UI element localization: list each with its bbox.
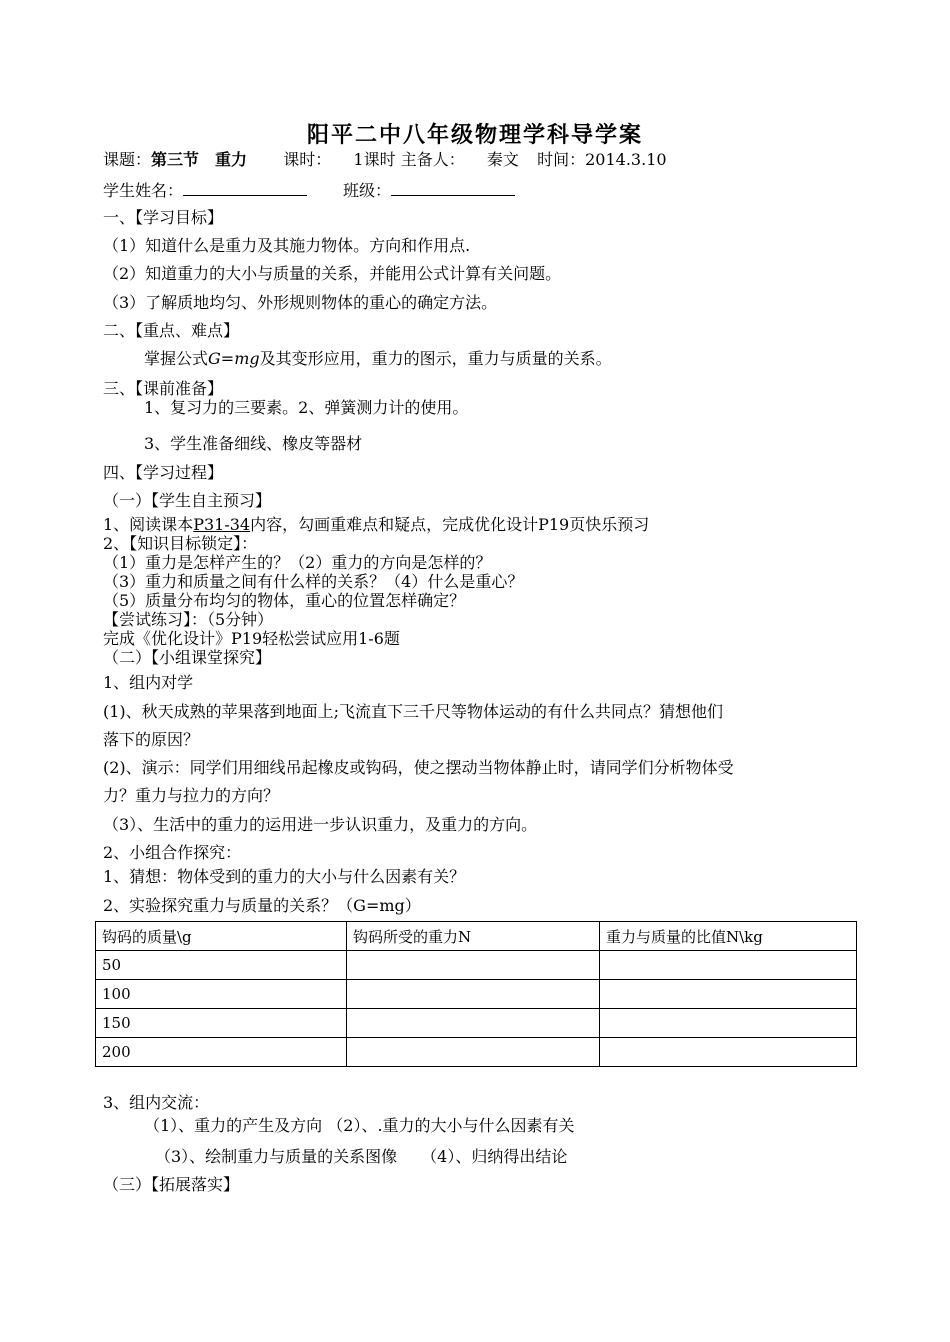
time-label: 时间： — [537, 150, 586, 169]
table-cell[interactable] — [347, 1009, 600, 1038]
table-cell[interactable] — [600, 951, 857, 980]
table-header-cell: 重力与质量的比值N\kg — [600, 922, 857, 951]
prep-line-2: 3、学生准备细线、橡皮等器材 — [144, 434, 363, 453]
try-text: 完成《优化设计》P19轻松尝试应用1-6题 — [103, 629, 400, 648]
table-cell[interactable] — [600, 1009, 857, 1038]
student-name-field[interactable] — [183, 181, 307, 196]
knowledge-lock: 2、【知识目标锁定】： — [103, 534, 258, 553]
group-cooperation-heading: 2、小组合作探究： — [103, 843, 242, 862]
experiment-line: 2、实验探究重力与质量的关系？（G=mg） — [103, 896, 421, 915]
table-header-cell: 钩码的质量\g — [96, 922, 347, 951]
table-header-cell: 钩码所受的重力N — [347, 922, 600, 951]
table-cell: 100 — [96, 980, 347, 1009]
table-header-row — [96, 922, 857, 951]
subsection-self-study: （一）【学生自主预习】 — [103, 491, 272, 510]
paragraph-2b: 力？重力与拉力的方向？ — [103, 786, 280, 805]
read-suffix: 内容，勾画重难点和疑点，完成优化设计P19页快乐预习 — [250, 515, 650, 534]
try-heading: 【尝试练习】：（5分钟） — [103, 610, 274, 629]
student-line — [103, 181, 515, 199]
subsection-extension: （三）【拓展落实】 — [103, 1175, 240, 1194]
table-cell: 200 — [96, 1038, 347, 1067]
paragraph-3: （3）、生活中的重力的运用进一步认识重力，及重力的方向。 — [103, 815, 538, 834]
group-study-heading: 1、组内对学 — [103, 673, 194, 692]
header-line — [103, 152, 667, 168]
class-field[interactable] — [391, 181, 515, 196]
period-label: 课时： — [283, 150, 332, 169]
table-cell: 50 — [96, 951, 347, 980]
question-line-2: （3）重力和质量之间有什么样的关系？（4）什么是重心？ — [103, 572, 524, 591]
table-cell: 150 — [96, 1009, 347, 1038]
topic-label: 课题： — [103, 150, 152, 169]
student-name-label: 学生姓名： — [103, 181, 184, 200]
goal-item-1: （1）知道什么是重力及其施力物体。方向和作用点. — [103, 236, 471, 255]
question-line-3: （5）质量分布均匀的物体，重心的位置怎样确定？ — [103, 591, 466, 610]
group-exchange-heading: 3、组内交流： — [103, 1093, 210, 1112]
read-line — [103, 517, 649, 533]
section-keypoints-heading: 二、【重点、难点】 — [103, 321, 240, 340]
paragraph-1a: (1)、秋天成熟的苹果落到地面上;飞流直下三千尺等物体运动的有什么共同点？猜想他们 — [103, 702, 724, 721]
table-row — [96, 1038, 857, 1067]
table-cell[interactable] — [347, 1038, 600, 1067]
section-process-heading: 四、【学习过程】 — [103, 463, 224, 482]
keypoints-suffix: 及其变形应用，重力的图示，重力与质量的关系。 — [259, 349, 612, 368]
section-prep-heading: 三、【课前准备】 — [103, 379, 224, 398]
paragraph-1b: 落下的原因？ — [103, 730, 200, 749]
topic-value: 第三节 重力 — [151, 150, 248, 169]
class-label: 班级： — [343, 181, 392, 200]
prep-line-1: 1、复习力的三要素。2、弹簧测力计的使用。 — [144, 398, 469, 417]
table-row — [96, 1009, 857, 1038]
goal-item-3: （3）了解质地均匀、外形规则物体的重心的确定方法。 — [103, 293, 498, 312]
table-cell[interactable] — [600, 980, 857, 1009]
table-cell[interactable] — [347, 951, 600, 980]
guess-line: 1、猜想：物体受到的重力的大小与什么因素有关？ — [103, 867, 466, 886]
table-cell[interactable] — [600, 1038, 857, 1067]
table-cell[interactable] — [347, 980, 600, 1009]
period-value: 1课时 — [353, 150, 396, 169]
read-pages: P31-34 — [193, 515, 251, 534]
paragraph-2a: (2)、演示：同学们用细线吊起橡皮或钩码，使之摆动当物体静止时，请同学们分析物体受 — [103, 758, 734, 777]
keypoints-text — [144, 351, 612, 367]
section-goals-heading: 一、【学习目标】 — [103, 208, 224, 227]
experiment-table — [95, 921, 857, 1067]
formula: G=mg — [208, 349, 260, 368]
author-value: 秦文 — [486, 150, 519, 169]
table-row — [96, 980, 857, 1009]
author-label: 主备人： — [400, 150, 465, 169]
read-prefix: 1、阅读课本 — [103, 515, 194, 534]
exchange-line-2: （3）、绘制重力与质量的关系图像 （4）、归纳得出结论 — [155, 1147, 568, 1166]
goal-item-2: （2）知道重力的大小与质量的关系，并能用公式计算有关问题。 — [103, 264, 562, 283]
question-line-1: （1）重力是怎样产生的？（2）重力的方向是怎样的？ — [103, 553, 492, 572]
table-row — [96, 951, 857, 980]
document-title: 阳平二中八年级物理学科导学案 — [306, 122, 643, 148]
exchange-line-1: （1）、重力的产生及方向 （2）、.重力的大小与什么因素有关 — [144, 1116, 575, 1135]
time-value: 2014.3.10 — [585, 150, 667, 169]
keypoints-prefix: 掌握公式 — [144, 349, 209, 368]
subsection-group-inquiry: （二）【小组课堂探究】 — [103, 648, 272, 667]
